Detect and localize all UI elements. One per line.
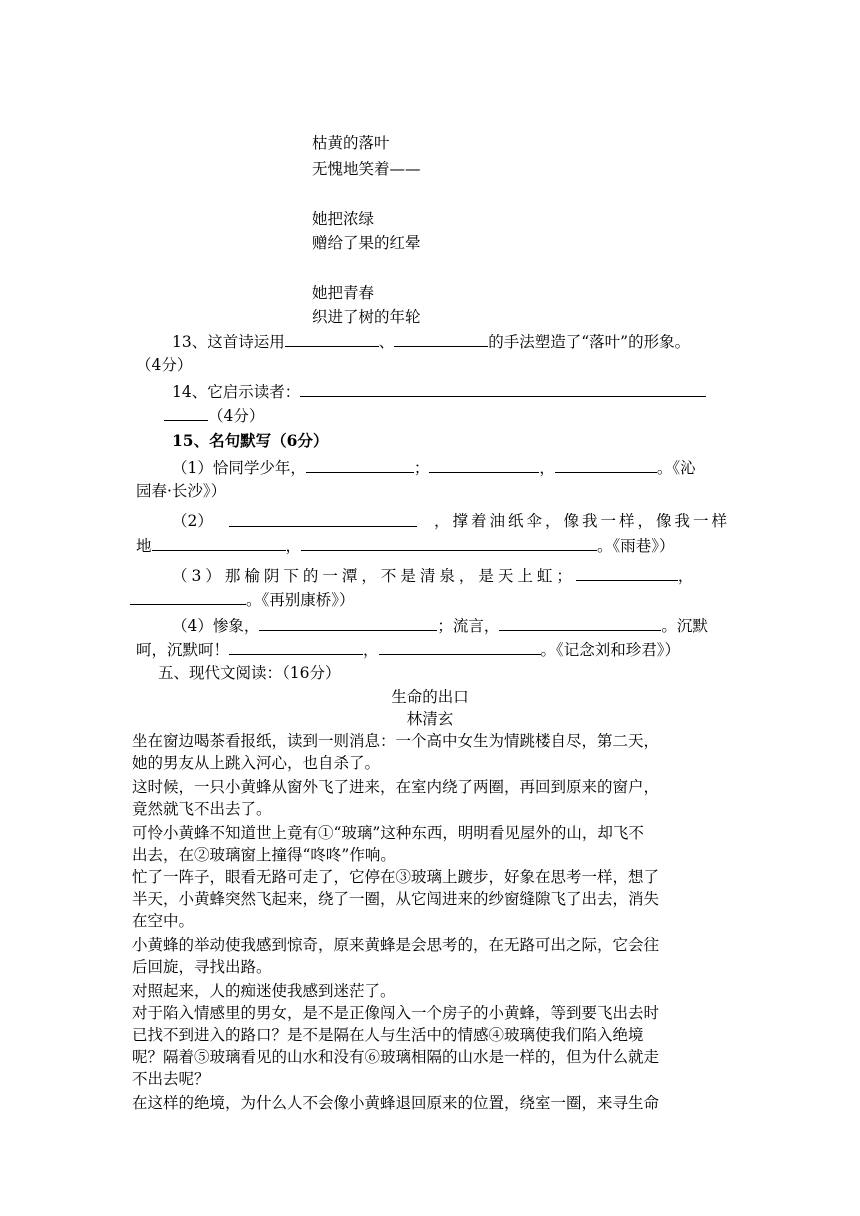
answer-blank[interactable] xyxy=(301,534,597,551)
question-15-item-1-cont: 园春·长沙》） xyxy=(136,482,227,500)
item-text: 地 xyxy=(136,537,152,555)
item-text: （2） xyxy=(172,512,213,530)
answer-blank[interactable] xyxy=(300,380,706,397)
question-13-text-a: 13、这首诗运用 xyxy=(172,333,285,351)
question-14-score-line xyxy=(164,404,264,427)
article-line: 在空中。 xyxy=(132,912,195,930)
question-13 xyxy=(172,330,690,353)
question-14-score: （4分） xyxy=(208,407,265,425)
article-line: 小黄蜂的举动使我感到惊奇，原来黄蜂是会思考的，在无路可出之际，它会往 xyxy=(132,936,660,954)
item-text: 。沉默 xyxy=(661,617,708,635)
poem-line: 枯黄的落叶 xyxy=(312,134,390,152)
item-text: ，撑着油纸伞，像我一样，像我一样 xyxy=(433,512,730,530)
section-heading: 五、现代文阅读：（16分） xyxy=(158,664,341,682)
article-line: 半天，小黄蜂突然飞起来，绕了一圈，从它闯进来的纱窗缝隙飞了出去，消失 xyxy=(132,890,660,908)
article-line: 已找不到进入的路口？是不是隔在人与生活中的情感④玻璃使我们陷入绝境 xyxy=(132,1026,644,1044)
article-line: 在这样的绝境，为什么人不会像小黄蜂退回原来的位置，绕室一圈，来寻生命 xyxy=(132,1094,660,1112)
question-15-item-2-cont xyxy=(136,534,675,557)
item-text: ， xyxy=(677,567,694,585)
answer-blank[interactable] xyxy=(394,330,488,347)
question-14 xyxy=(172,380,706,403)
question-15-item-3-cont xyxy=(130,588,355,611)
item-text: （3）那榆阴下的一潭，不是清泉，是天上虹； xyxy=(172,567,576,585)
question-15-item-4 xyxy=(172,614,708,637)
article-line: 她的男友从上跳入河心，也自杀了。 xyxy=(132,754,381,772)
answer-blank[interactable] xyxy=(164,404,208,421)
question-15-title: 15、名句默写（6分） xyxy=(172,431,329,450)
item-text: 呵，沉默呵！ xyxy=(136,641,230,659)
answer-blank[interactable] xyxy=(285,330,379,347)
article-line: 竟然就飞不出去了。 xyxy=(132,800,272,818)
answer-blank[interactable] xyxy=(429,456,539,473)
answer-blank[interactable] xyxy=(555,456,657,473)
question-15-item-3 xyxy=(172,564,693,587)
article-line: 可怜小黄蜂不知道世上竟有①“玻璃”这种东西，明明看见屋外的山，却飞不 xyxy=(132,824,644,842)
poem-line: 织进了树的年轮 xyxy=(312,308,421,326)
article-line: 对于陷入情感里的男女，是不是正像闯入一个房子的小黄蜂，等到要飞出去时 xyxy=(132,1004,660,1022)
article-line: 不出去呢？ xyxy=(132,1070,210,1088)
separator: 、 xyxy=(378,333,395,351)
question-14-text: 14、它启示读者： xyxy=(172,383,301,401)
article-title: 生命的出口 xyxy=(391,688,469,706)
poem-line: 她把青春 xyxy=(312,284,375,302)
answer-blank[interactable] xyxy=(379,638,541,655)
item-text: ， xyxy=(285,537,302,555)
question-15-item-1 xyxy=(172,456,696,479)
answer-blank[interactable] xyxy=(130,588,246,605)
article-author: 林清玄 xyxy=(406,710,454,728)
answer-blank[interactable] xyxy=(306,456,414,473)
item-text: 。《记念刘和珍君》） xyxy=(540,641,681,659)
article-line: 出去，在②玻璃窗上撞得“咚咚”作响。 xyxy=(132,846,396,864)
answer-blank[interactable] xyxy=(152,534,286,551)
question-15-item-4-cont xyxy=(136,638,680,661)
poem-line: 无愧地笑着—— xyxy=(312,160,421,178)
poem-line: 她把浓绿 xyxy=(312,210,375,228)
item-text: （4）惨象， xyxy=(172,617,260,635)
item-text: ， xyxy=(539,459,555,477)
answer-blank[interactable] xyxy=(229,510,417,527)
article-line: 后回旋，寻找出路。 xyxy=(132,958,272,976)
item-text: ； xyxy=(413,459,430,477)
answer-blank[interactable] xyxy=(576,564,678,581)
question-13-text-b: 的手法塑造了“落叶”的形象。 xyxy=(488,333,691,351)
item-text: 。《沁 xyxy=(656,459,696,477)
answer-blank[interactable] xyxy=(259,614,437,631)
item-text: ；流言， xyxy=(437,617,500,635)
item-text: 。《雨巷》） xyxy=(597,537,675,555)
article-line: 坐在窗边喝茶看报纸，读到一则消息：一个高中女生为情跳楼自尽，第二天， xyxy=(132,732,660,750)
article-line: 呢？隔着⑤玻璃看见的山水和没有⑥玻璃相隔的山水是一样的，但为什么就走 xyxy=(132,1048,660,1066)
article-line: 对照起来，人的痴迷使我感到迷茫了。 xyxy=(132,982,396,1000)
article-line: 忙了一阵子，眼看无路可走了，它停在③玻璃上踱步，好象在思考一样，想了 xyxy=(132,868,660,886)
question-13-score: （4分） xyxy=(136,356,193,374)
item-text: ， xyxy=(363,641,379,659)
item-text: （1）恰同学少年， xyxy=(172,459,306,477)
answer-blank[interactable] xyxy=(499,614,661,631)
question-15-item-2 xyxy=(172,510,730,532)
answer-blank[interactable] xyxy=(229,638,363,655)
article-line: 这时候，一只小黄蜂从窗外飞了进来，在室内绕了两圈，再回到原来的窗户， xyxy=(132,778,660,796)
item-text: 。《再别康桥》） xyxy=(246,591,355,609)
poem-line: 赠给了果的红晕 xyxy=(312,234,421,252)
